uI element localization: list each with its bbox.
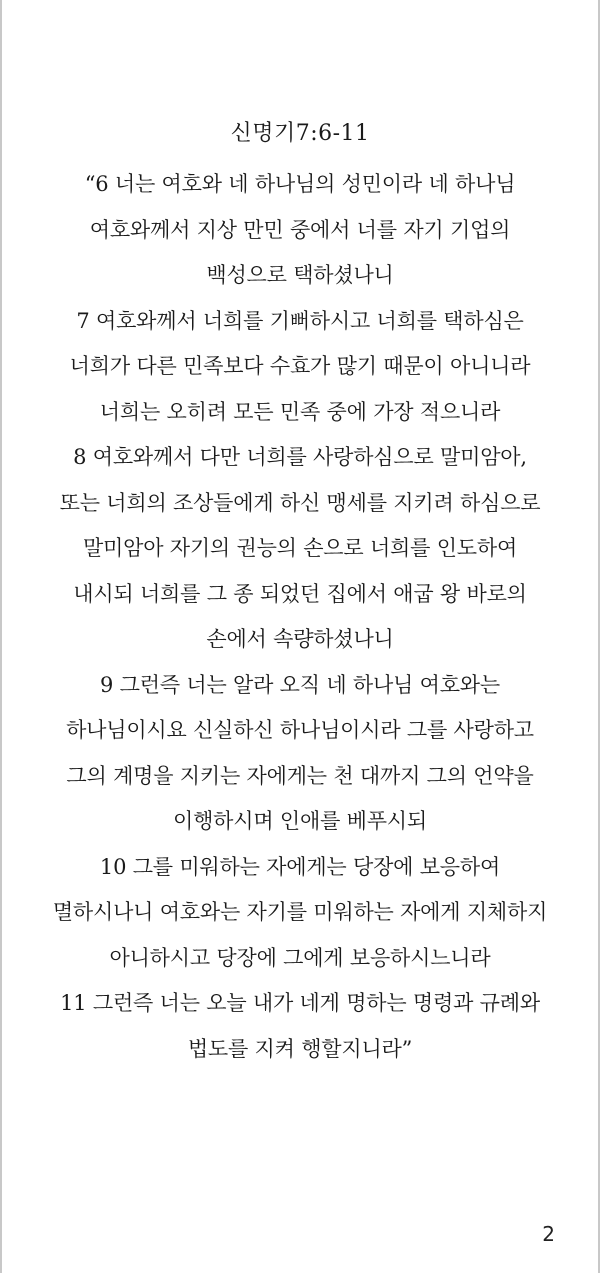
text-line: 하나님이시요 신실하신 하나님이시라 그를 사랑하고: [66, 718, 534, 742]
text-line: 그의 계명을 지키는 자에게는 천 대까지 그의 언약을: [66, 763, 534, 788]
scripture-text: [30, 162, 570, 1072]
text-line: 손에서 속량하셨나니: [206, 627, 394, 651]
text-line: 너희가 다른 민족보다 수효가 많기 때문이 아니니라: [69, 354, 531, 378]
text-line: “6 너는 여호와 네 하나님의 성민이라 네 하나님: [84, 172, 516, 196]
text-line: 7 여호와께서 너희를 기뻐하시고 너희를 택하심은: [76, 308, 524, 333]
text-line: 또는 너희의 조상들에게 하신 맹세를 지키려 하심으로: [59, 490, 541, 515]
text-line: 11 그런즉 너는 오늘 내가 네게 명하는 명령과 규례와: [60, 991, 540, 1015]
scripture-reference-title: 신명기7:6-11: [230, 121, 370, 146]
text-line: 여호와께서 지상 만민 중에서 너를 자기 기업의: [89, 217, 511, 242]
text-line: 9 그런즉 너는 알라 오직 네 하나님 여호와는: [100, 672, 500, 697]
text-line: 10 그를 미워하는 자에게는 당장에 보응하여: [99, 854, 501, 879]
text-line: 백성으로 택하셨나니: [206, 263, 394, 287]
page-border-left: [0, 0, 2, 1273]
text-line: 너희는 오히려 모든 민족 중에 가장 적으니라: [99, 399, 501, 424]
text-line: 멸하시나니 여호와는 자기를 미워하는 자에게 지체하지: [52, 900, 548, 924]
text-line: 법도를 지켜 행할지니라”: [187, 1036, 413, 1061]
text-line: 아니하시고 당장에 그에게 보응하시느니라: [109, 945, 491, 970]
text-line: 말미암아 자기의 권능의 손으로 너희를 인도하여: [82, 536, 518, 560]
text-line: 내시되 너희를 그 종 되었던 집에서 애굽 왕 바로의: [73, 581, 527, 606]
text-line: 이행하시며 인애를 베푸시되: [173, 809, 427, 833]
text-line: 8 여호와께서 다만 너희를 사랑하심으로 말미암아,: [73, 445, 527, 469]
page-number: 2: [542, 1222, 555, 1246]
